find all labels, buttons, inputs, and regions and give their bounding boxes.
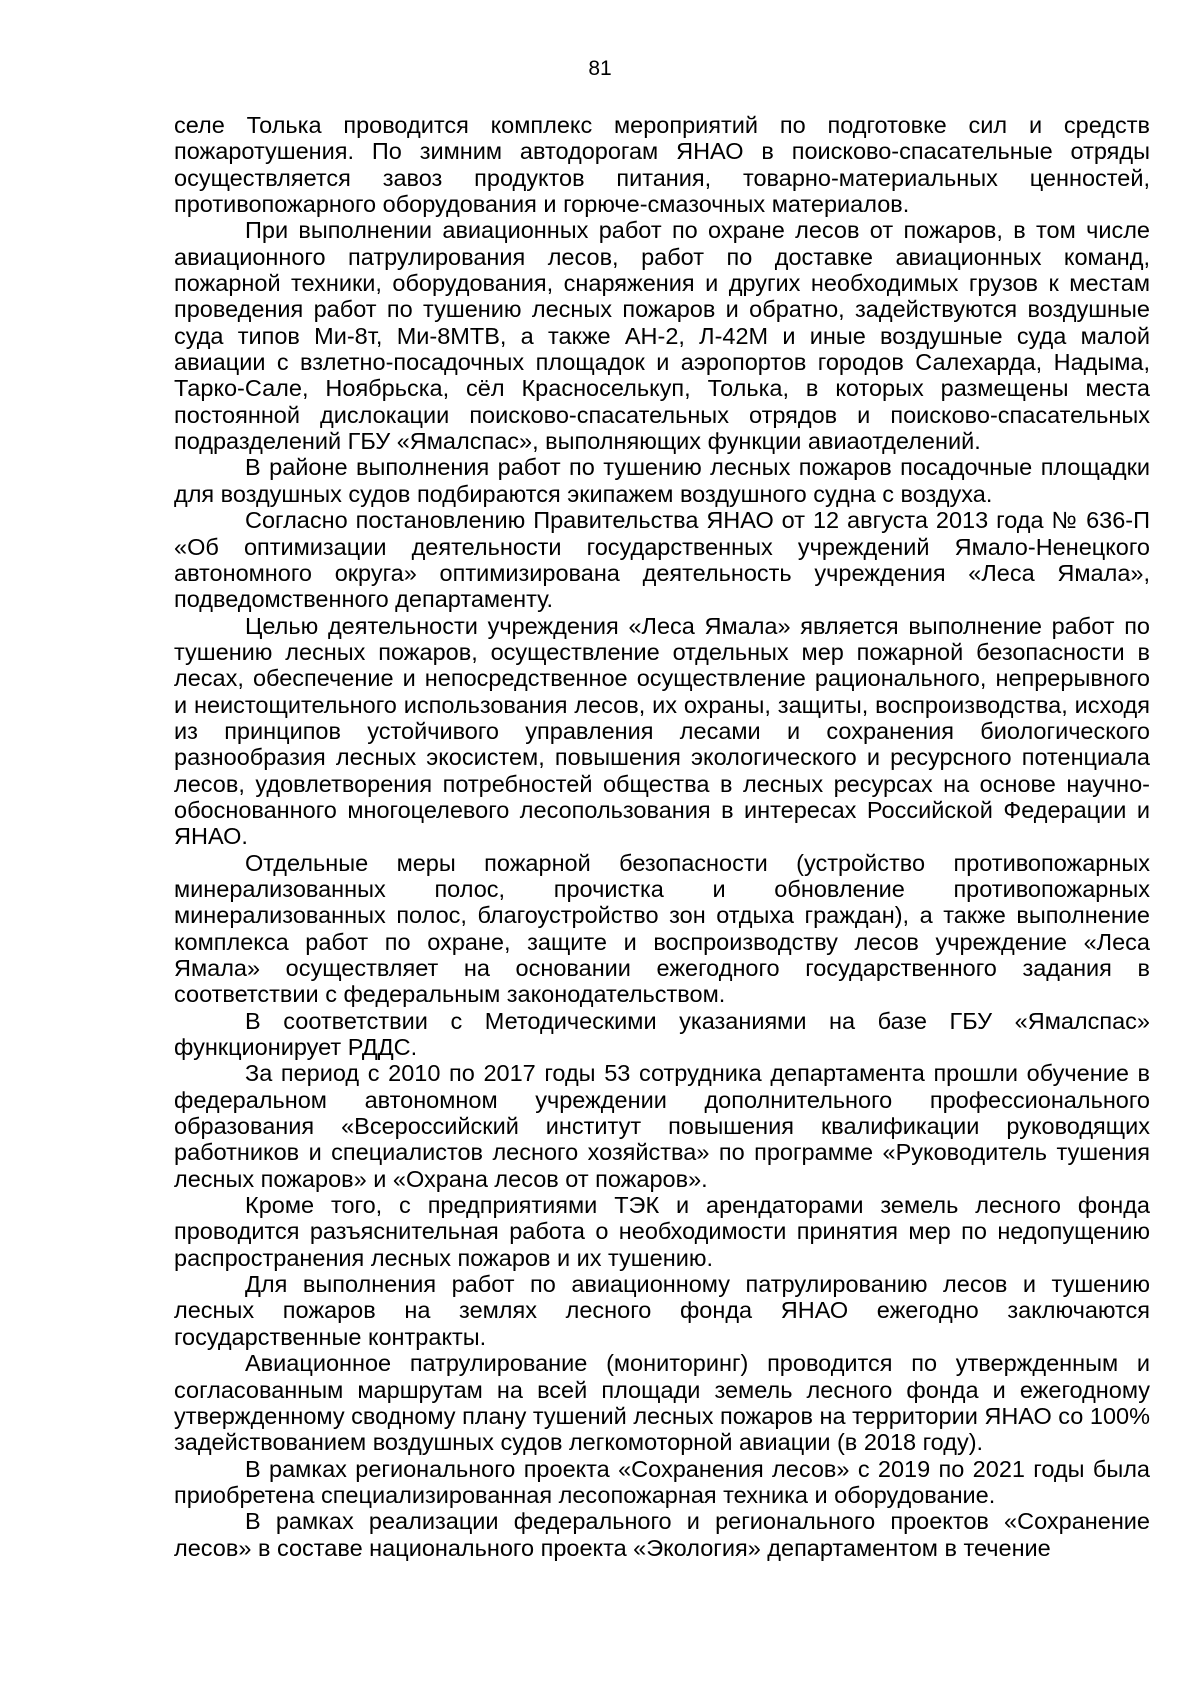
paragraph: Авиационное патрулирование (мониторинг) проводится по утвержденным и согласованным маршрутам на всей площади земель лесного фонда и ежегодному утвержденному сводному плану тушений лесных пожаров на территории ЯНАО со 100% задействованием воздушных судов легкомоторной авиации (в 2018 году). <box>174 1350 1150 1456</box>
paragraph: В рамках реализации федерального и регионального проектов «Сохранение лесов» в составе национального проекта «Экология» департаментом в течение <box>174 1508 1150 1561</box>
paragraph: селе Толька проводится комплекс мероприятий по подготовке сил и средств пожаротушения. По зимним автодорогам ЯНАО в поисково-спасательные отряды осуществляется завоз продуктов питания, товарно-материальных ценностей, противопожарного оборудования и горюче-смазочных материалов. <box>174 112 1150 218</box>
paragraph: В соответствии с Методическими указаниями на базе ГБУ «Ямалспас» функционирует РДДС. <box>174 1007 1150 1061</box>
paragraph: При выполнении авиационных работ по охране лесов от пожаров, в том числе авиационного патрулирования лесов, работ по доставке авиационных команд, пожарной техники, оборудования, снаряжения и других необходимых грузов к местам проведения работ по тушению лесных пожаров и обратно, задействуются воздушные суда типов Ми-8т, Ми-8МТВ, а также АН-2, Л-42М и иные воздушные суда малой авиации с взлетно-посадочных площадок и аэропортов городов Салехарда, Надыма, Тарко-Сале, Ноябрьска, сёл Красноселькуп, Толька, в которых размещены места постоянной дислокации поисково-спасательных отрядов и поисково-спасательных подразделений ГБУ «Ямалспас», выполняющих функции авиаотделений. <box>174 217 1150 455</box>
paragraph: В районе выполнения работ по тушению лесных пожаров посадочные площадки для воздушных судов подбираются экипажем воздушного судна с воздуха. <box>174 454 1150 507</box>
paragraph: Отдельные меры пожарной безопасности (устройство противопожарных минерализованных полос, прочистка и обновление противопожарных минерализованных полос, благоустройство зон отдыха граждан), а также выполнение комплекса работ по охране, защите и воспроизводству лесов учреждение «Леса Ямала» осуществляет на основании ежегодного государственного задания в соответствии с федеральным законодательством. <box>174 849 1150 1008</box>
paragraph: За период с 2010 по 2017 годы 53 сотрудника департамента прошли обучение в федеральном автономном учреждении дополнительного профессионального образования «Всероссийский институт повышения квалификации руководящих работников и специалистов лесного хозяйства» по программе «Руководитель тушения лесных пожаров» и «Охрана лесов от пожаров». <box>174 1060 1150 1192</box>
page-number: 81 <box>588 57 612 80</box>
paragraph: Кроме того, с предприятиями ТЭК и арендаторами земель лесного фонда проводится разъяснительная работа о необходимости принятия мер по недопущению распространения лесных пожаров и их тушению. <box>174 1192 1150 1271</box>
paragraph: В рамках регионального проекта «Сохранения лесов» с 2019 по 2021 годы была приобретена специализированная лесопожарная техника и оборудование. <box>174 1455 1150 1508</box>
paragraph: Согласно постановлению Правительства ЯНАО от 12 августа 2013 года № 636-П «Об оптимизации деятельности государственных учреждений Ямало-Ненецкого автономного округа» оптимизирована деятельность учреждения «Леса Ямала», подведомственного департаменту. <box>174 507 1150 613</box>
paragraph: Целью деятельности учреждения «Леса Ямала» является выполнение работ по тушению лесных пожаров, осуществление отдельных мер пожарной безопасности в лесах, обеспечение и непосредственное осуществление рационального, непрерывного и неистощительного использования лесов, их охраны, защиты, воспроизводства, исходя из принципов устойчивого управления лесами и сохранения биологического разнообразия лесных экосистем, повышения экологического и ресурсного потенциала лесов, удовлетворения потребностей общества в лесных ресурсах на основе научно-обоснованного многоцелевого лесопользования в интересах Российской Федерации и ЯНАО. <box>174 612 1150 850</box>
paragraph: Для выполнения работ по авиационному патрулированию лесов и тушению лесных пожаров на землях лесного фонда ЯНАО ежегодно заключаются государственные контракты. <box>174 1271 1150 1350</box>
body-text <box>174 112 1150 1561</box>
